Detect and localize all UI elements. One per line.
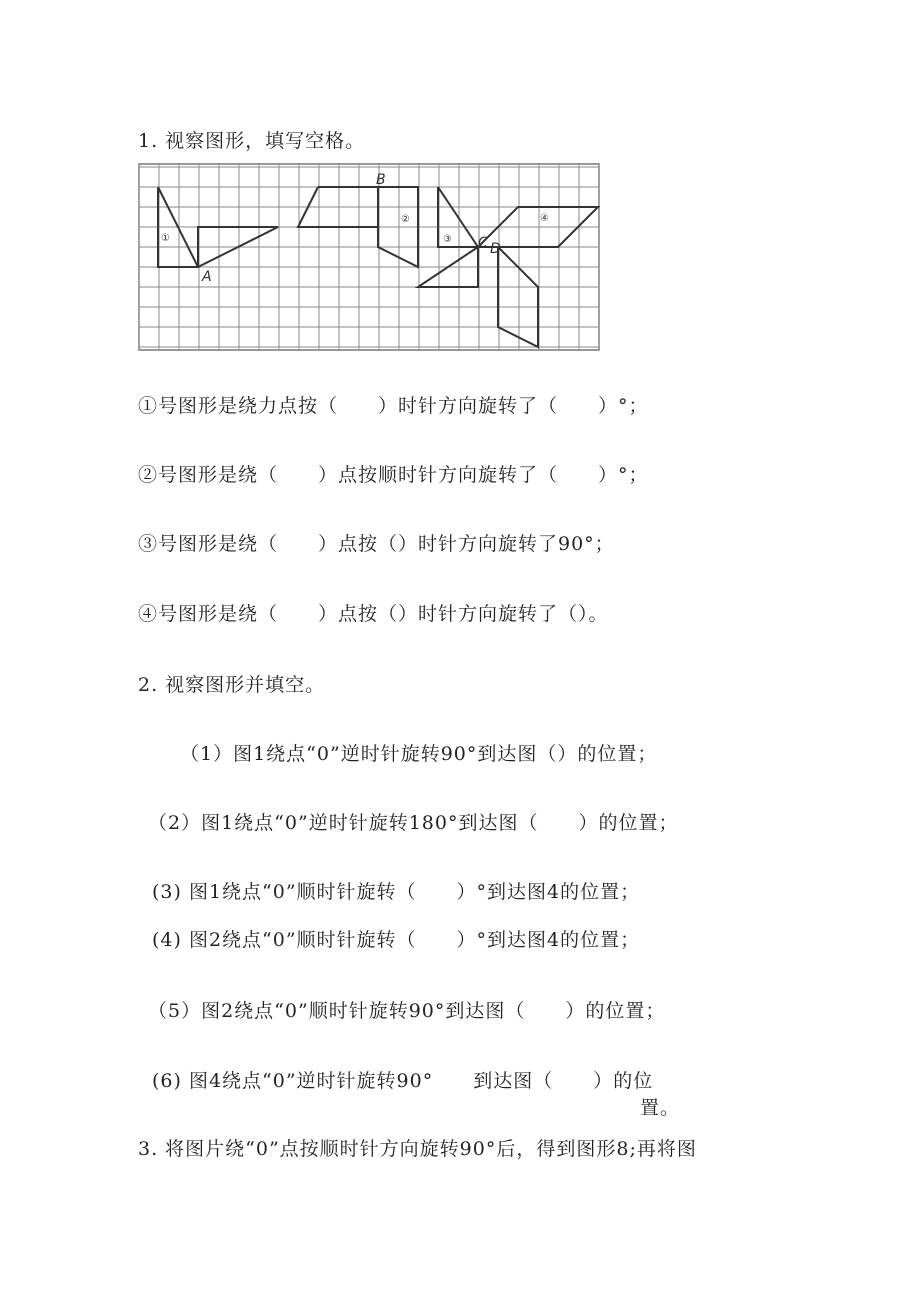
q3-title: 3. 将图片绕“0”点按顺时针方向旋转90°后，得到图形8;再将图 xyxy=(138,1138,697,1160)
q1-item-4: ④号图形是绕（ ）点按（）时针方向旋转了（）。 xyxy=(138,603,609,625)
shape-label-1: ① xyxy=(161,233,170,244)
point-label-b: B xyxy=(376,172,386,188)
q2-item-1: （1）图1绕点“0”逆时针旋转90°到达图（）的位置； xyxy=(180,743,658,765)
shape-label-3: ③ xyxy=(443,234,452,245)
q2-item-3: (3) 图1绕点“0”顺时针旋转（ ）°到达图4的位置； xyxy=(152,881,641,903)
q2-item-2: （2）图1绕点“0”逆时针旋转180°到达图（ ）的位置； xyxy=(148,812,679,834)
q2-item-5: （5）图2绕点“0”顺时针旋转90°到达图（ ）的位置； xyxy=(148,1000,666,1022)
q1-item-1: ①号图形是绕力点按（ ）时针方向旋转了（ ）°； xyxy=(138,395,649,417)
shape-label-2: ② xyxy=(401,214,410,225)
q1-item-3: ③号图形是绕（ ）点按（）时针方向旋转了90°； xyxy=(138,533,615,555)
grid-border xyxy=(139,164,599,350)
q2-item-6-wrap: 置。 xyxy=(640,1097,681,1119)
q2-item-6: (6) 图4绕点“0”逆时针旋转90° 到达图（ ）的位 xyxy=(152,1070,654,1092)
q1-item-2: ②号图形是绕（ ）点按顺时针方向旋转了（ ）°； xyxy=(138,464,649,486)
rotation-grid-figure xyxy=(138,163,600,351)
point-label-c: C xyxy=(478,235,488,251)
q1-title: 1. 视察图形，填写空格。 xyxy=(138,130,366,152)
q2-item-4: (4) 图2绕点“0”顺时针旋转（ ）°到达图4的位置； xyxy=(152,929,641,951)
point-label-d: D xyxy=(490,241,501,257)
shape-label-4: ④ xyxy=(540,213,549,224)
q2-title: 2. 视察图形并填空。 xyxy=(138,674,326,696)
point-label-a: A xyxy=(202,269,212,285)
